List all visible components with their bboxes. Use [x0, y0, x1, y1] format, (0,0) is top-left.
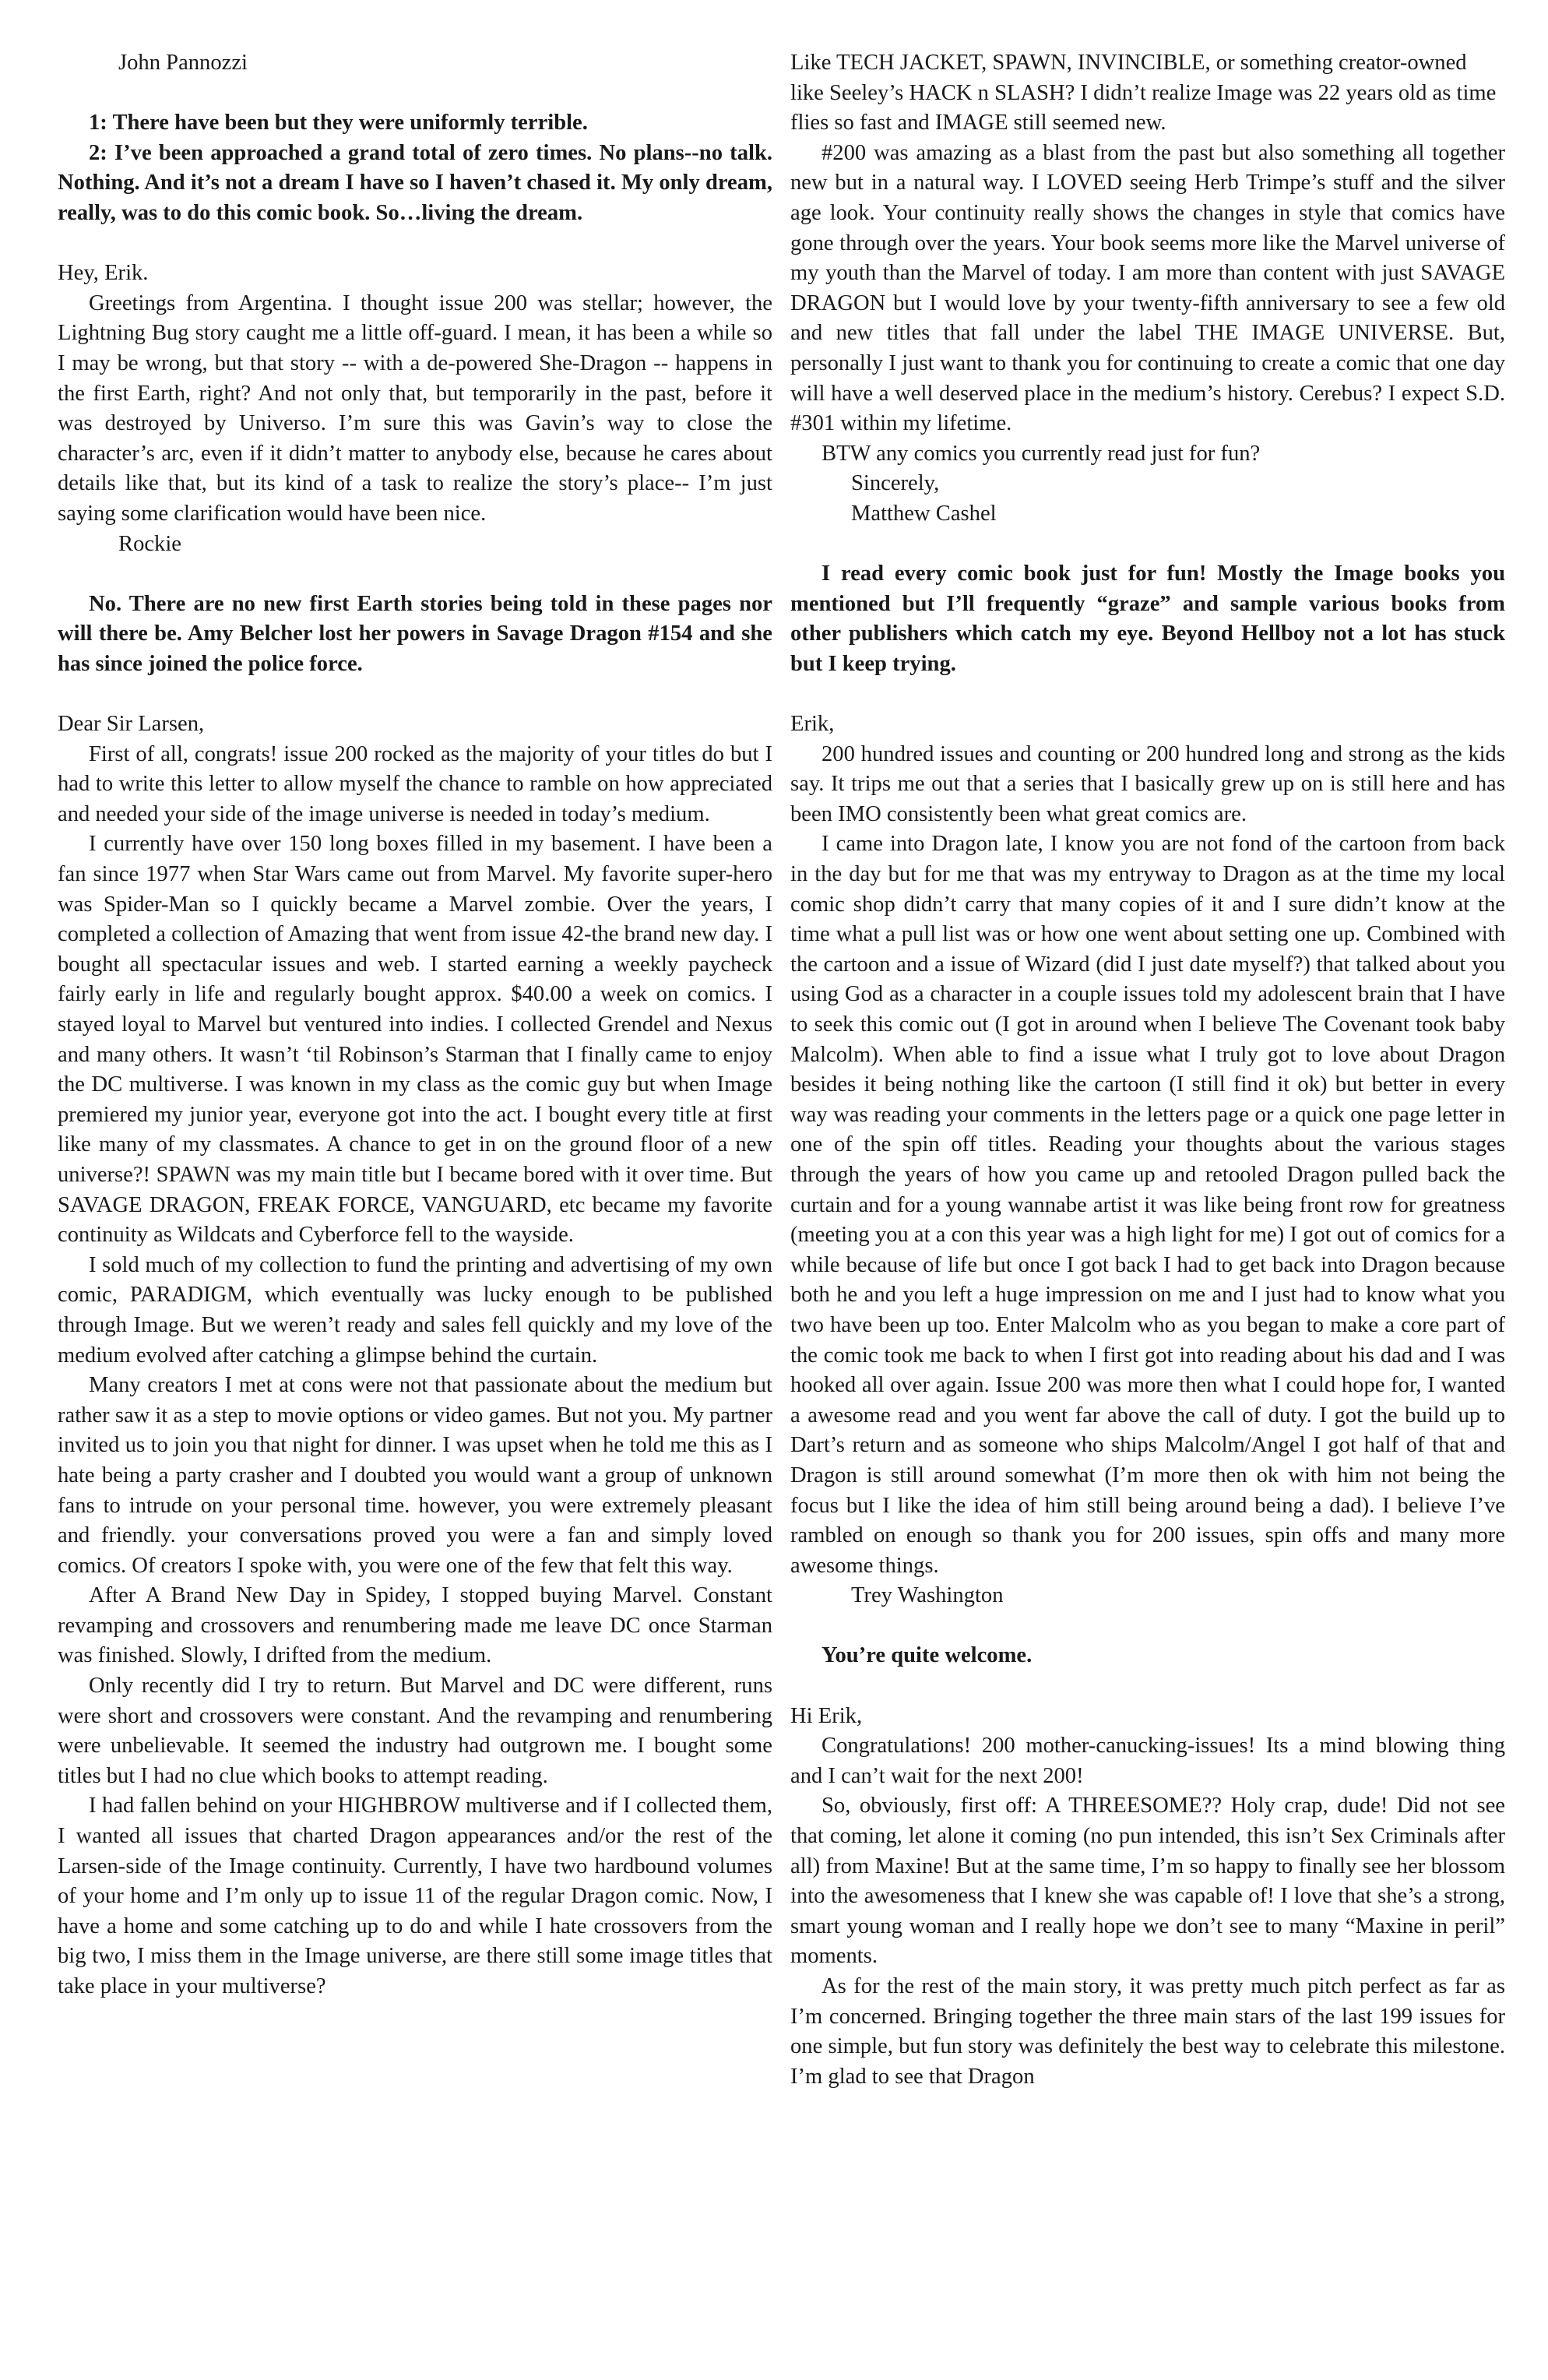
signature-rockie: Rockie — [118, 531, 181, 556]
signature-trey: Trey Washington — [851, 1583, 1004, 1608]
letter-paragraph: I came into Dragon late, I know you are not fond of the cartoon from back in the day but for me that was my entryway to Dragon as at the time my local comic shop didn’t carry that many copies of it and I sure didn’t know at the time what a pull list was or how one went about setting one up. Combined with the cartoon and a issue of Wizard (did I just date myself?) that talked about you using God as a character in a couple issues told my adolescent brain that I have to seek this comic out (I got in around when I believe The Covenant took baby Malcolm). When able to find a issue what I truly got to love about Dragon besides it being nothing like the cartoon (I still find it ok) but better in every way was reading your comments in the letters page or a quick one page letter in one of the spin off titles. Reading your thoughts about the various stages through the years of how you came up and retooled Dragon pulled back the curtain and for a young wannabe artist it was like being front row for greatness (meeting you at a con this year was a high light for me) I got out of comics for a while because of life but once I got back I had to get back into Dragon because both he and you left a huge impression on me and I just had to know what you two have been up too. Enter Malcolm who as you began to make a core part of the comic took me back to when I first got into reading about his dad and I was hooked all over again. Issue 200 was more then what I could hope for, I wanted a awesome read and you went far above the call of duty. I got the build up to Dart’s return and as someone who ships Malcolm/Angel I got half of that and Dragon is still around somewhat (I’m more then ok with him not being the focus but I like the idea of him still being around being a dad). I believe I’ve rambled on enough so thank you for 200 issues, spin offs and many more awesome things. — [790, 832, 1505, 1578]
letter-paragraph: BTW any comics you currently read just for fun? — [821, 441, 1261, 466]
closing-cashel: Sincerely, — [851, 471, 940, 496]
letter-greeting-hi: Hi Erik, — [790, 1703, 863, 1728]
letter-paragraph: As for the rest of the main story, it was pretty much pitch perfect as far as I’m concerned. Bringing together the three main stars of the last 199 issues for one simple, but fun story was definitely the best way to celebrate this milestone. I’m glad to see that Dragon — [790, 1974, 1505, 2089]
letter-paragraph: Like TECH JACKET, SPAWN, INVINCIBLE, or something creator-owned like Seeley’s HACK n SLASH? I didn’t realize Image was 22 years old as time flies so fast and IMAGE still seemed new. — [790, 51, 1497, 136]
letter-paragraph: Only recently did I try to return. But Marvel and DC were different, runs were short and crossovers were constant. And the revamping and renumbering were unbelievable. It seemed the industry had outgrown me. I bought some titles but I had no clue which books to attempt reading. — [58, 1674, 772, 1788]
letter-paragraph: I currently have over 150 long boxes filled in my basement. I have been a fan since 1977 when Star Wars came out from Marvel. My favorite super-hero was Spider-Man so I quickly became a Marvel zombie. Over the years, I completed a collection of Amazing that went from issue 42-the brand new day. I bought all spectacular issues and web. I started earning a weekly paycheck fairly early in life and regularly bought approx. $40.00 a week on comics. I stayed loyal to Marvel but ventured into indies. I collected Grendel and Nexus and many others. It wasn’t ‘til Robinson’s Starman that I finally came to enjoy the DC multiverse. I was known in my class as the comic guy but when Image premiered my junior year, everyone got into the act. I bought every title at first like many of my classmates. A chance to get in on the ground floor of a new universe?! SPAWN was my main title but I became bored with it over time. But SAVAGE DRAGON, FREAK FORCE, VANGUARD, etc became my favorite continuity as Wildcats and Cyberforce fell to the wayside. — [58, 832, 772, 1248]
letter-paragraph: I sold much of my collection to fund the printing and advertising of my own comic, PARADIGM, which eventually was lucky enough to be published through Image. But we weren’t ready and sales fell quickly and my love of the medium evolved after catching a glimpse behind the curtain. — [58, 1252, 772, 1368]
editor-reply-pannozzi-1: 1: There have been but they were uniformly terrible. — [89, 111, 588, 136]
editor-reply-pannozzi-2: 2: I’ve been approached a grand total of zero times. No plans--no talk. Nothing. And it’s not a dream I have so I haven’t chased it. My only dream, really, was to do this comic book. So…living the dream. — [58, 140, 772, 225]
letter-paragraph: Many creators I met at cons were not that passionate about the medium but rather saw it as a step to movie options or video games. But not you. My partner invited us to join you that night for dinner. I was upset when he told me this as I hate being a party crasher and I doubted you would want a group of unknown fans to intrude on your personal time. however, you were extremely pleasant and friendly. your conversations proved you were a fan and simply loved comics. Of creators I spoke with, you were one of the few that felt this way. — [58, 1373, 773, 1578]
letter-paragraph: First of all, congrats! issue 200 rocked as the majority of your titles do but I had to write this letter to allow myself the chance to ramble on how appreciated and needed your side of the image universe is needed in today’s medium. — [58, 741, 772, 826]
letter-paragraph: Greetings from Argentina. I thought issue 200 was stellar; however, the Lightning Bug story caught me a little off-guard. I mean, it has been a while so I may be wrong, but that story -- with a de-powered She-Dragon -- happens in the first Earth, right? And not only that, but temporarily in the past, before it was destroyed by Universo. I’m sure this was Gavin’s way to close the character’s arc, even if it didn’t matter to anybody else, because he cares about details like that, but its kind of a task to realize the story’s place-- I’m just saying some clarification would have been nice. — [58, 290, 772, 526]
letter-paragraph: 200 hundred issues and counting or 200 hundred long and strong as the kids say. It trips me out that a series that I basically grew up on is still here and has been IMO consistently been what great comics are. — [790, 741, 1505, 826]
editor-reply-rockie: No. There are no new first Earth stories being told in these pages nor will there be. Amy Belcher lost her powers in Savage Dragon #154 and she has since joined the police force. — [58, 591, 772, 676]
letter-greeting-larsen: Dear Sir Larsen, — [58, 712, 205, 737]
signature-cashel: Matthew Cashel — [851, 501, 997, 526]
editor-reply-trey: You’re quite welcome. — [821, 1643, 1033, 1668]
letter-paragraph: After A Brand New Day in Spidey, I stopped buying Marvel. Constant revamping and crossovers and renumbering made me leave DC once Starman was finished. Slowly, I drifted from the medium. — [58, 1583, 772, 1668]
editor-reply-cashel: I read every comic book just for fun! Mostly the Image books you mentioned but I’ll frequently “graze” and sample various books from other publishers which catch my eye. Beyond Hellboy not a lot has stuck but I keep trying. — [790, 562, 1505, 676]
right-column — [790, 48, 1505, 2092]
letter-paragraph: #200 was amazing as a blast from the past but also something all together new but in a natural way. I LOVED seeing Herb Trimpe’s stuff and the silver age look. Your continuity really shows the changes in style that comics have gone through over the years. Your book seems more like the Marvel universe of my youth than the Marvel of today. I am more than content with just SAVAGE DRAGON but I would love by your twenty-fifth anniversary to see a few old and new titles that fall under the label THE IMAGE UNIVERSE. But, personally I just want to thank you for continuing to create a comic that one day will have a well deserved place in the medium’s history. Cerebus? I expect S.D. #301 within my lifetime. — [790, 140, 1505, 436]
letter-paragraph: So, obviously, first off: A THREESOME?? Holy crap, dude! Did not see that coming, let alone it coming (no pun intended, this isn’t Sex Criminals after all) from Maxine! But at the same time, I’m so happy to finally see her blossom into the awesomeness that I knew she was capable of! I love that she’s a strong, smart young woman and I really hope we don’t see to many “Maxine in peril” moments. — [790, 1794, 1505, 1969]
letter-paragraph: Congratulations! 200 mother-canucking-issues! Its a mind blowing thing and I can’t wait for the next 200! — [790, 1734, 1505, 1788]
letter-greeting-trey: Erik, — [790, 712, 835, 737]
signature-pannozzi: John Pannozzi — [118, 51, 248, 75]
letter-paragraph: I had fallen behind on your HIGHBROW multiverse and if I collected them, I wanted all issues that charted Dragon appearances and/or the rest of the Larsen-side of the Image continuity. Currently, I have two hardbound volumes of your home and I’m only up to issue 11 of the regular Dragon comic. Now, I have a home and some catching up to do and while I hate crossovers from the big two, I miss them in the Image universe, are there still some image titles that take place in your multiverse? — [58, 1794, 772, 1998]
letter-greeting-rockie: Hey, Erik. — [58, 261, 149, 286]
left-column — [58, 48, 772, 2002]
